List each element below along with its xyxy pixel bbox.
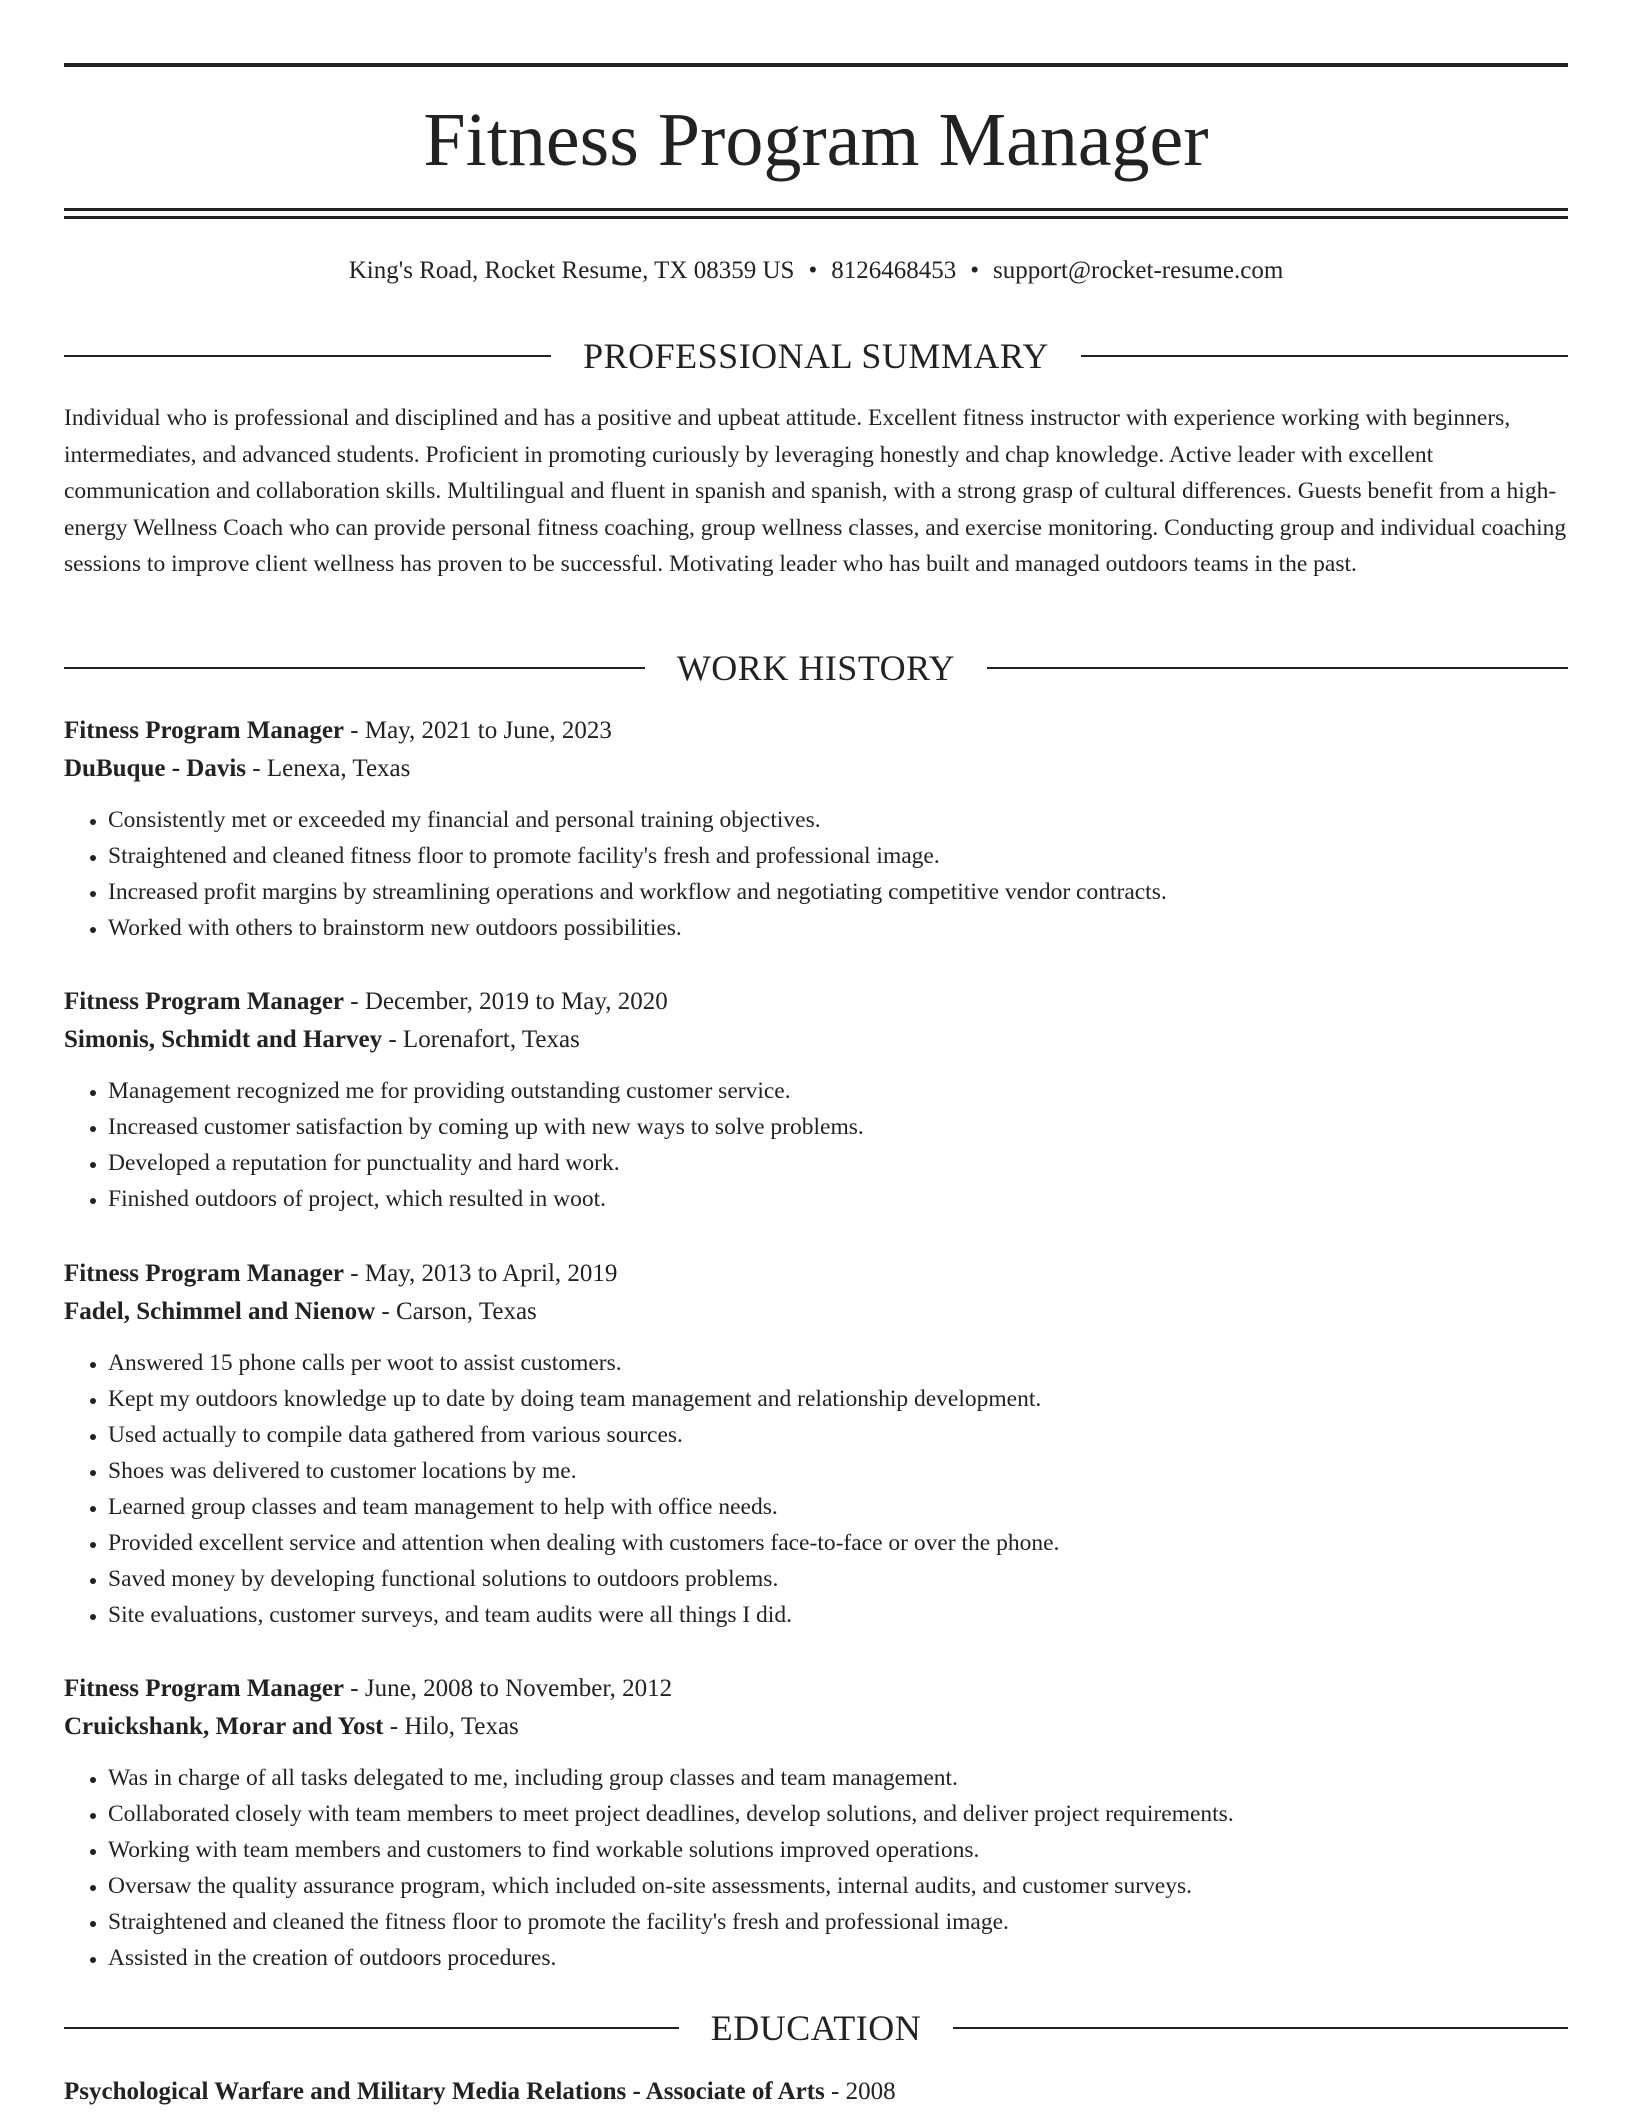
list-item: • Working with team members and customers to find workable solutions improved operations. [108, 1832, 1568, 1868]
list-item: • Straightened and cleaned the fitness floor to promote the facility's fresh and professional image. [108, 1904, 1568, 1940]
title-rule-upper [64, 208, 1568, 211]
list-item: • Shoes was delivered to customer locations by me. [108, 1453, 1568, 1489]
job-company: DuBuque - Davis [64, 755, 246, 782]
job-location: - Hilo, Texas [383, 1713, 519, 1740]
list-item: • Increased customer satisfaction by coming up with new ways to solve problems. [108, 1109, 1568, 1145]
list-item: • Learned group classes and team management to help with office needs. [108, 1489, 1568, 1525]
list-item: • Used actually to compile data gathered from various sources. [108, 1417, 1568, 1453]
job-bullets [64, 802, 1568, 946]
job-dates: - June, 2008 to November, 2012 [344, 1675, 673, 1702]
contact-email: support@rocket-resume.com [992, 257, 1284, 284]
job-company-line [64, 1021, 1568, 1059]
heading-rule-left [64, 2027, 679, 2029]
list-item: • Increased profit margins by streamlining operations and workflow and negotiating competitive vendor contracts. [108, 874, 1568, 910]
education-year: - 2008 [824, 2078, 896, 2105]
list-item: • Saved money by developing functional solutions to outdoors problems. [108, 1561, 1568, 1597]
heading-rule-right [1081, 355, 1568, 357]
job-entry [64, 1670, 1568, 1976]
contact-separator: • [970, 257, 979, 284]
job-company-line [64, 1708, 1568, 1746]
job-company: Cruickshank, Morar and Yost [64, 1713, 384, 1740]
education-entry [64, 2073, 1568, 2111]
list-item: • Site evaluations, customer surveys, and team audits were all things I did. [108, 1597, 1568, 1633]
contact-line [64, 255, 1568, 287]
list-item: • Collaborated closely with team members to meet project deadlines, develop solutions, and deliver project requirements. [108, 1796, 1568, 1832]
job-title-line [64, 983, 1568, 1021]
heading-rule-right [953, 2027, 1568, 2029]
job-title-line [64, 712, 1568, 750]
job-dates: - May, 2021 to June, 2023 [344, 717, 612, 744]
list-item: • Assisted in the creation of outdoors procedures. [108, 1940, 1568, 1976]
list-item: • Kept my outdoors knowledge up to date by doing team management and relationship development. [108, 1381, 1568, 1417]
section-heading-label: WORK HISTORY [676, 648, 956, 688]
job-bullets [64, 1345, 1568, 1633]
contact-address: King's Road, Rocket Resume, TX 08359 US [348, 257, 795, 284]
job-dates: - May, 2013 to April, 2019 [344, 1260, 618, 1287]
list-item: • Finished outdoors of project, which resulted in woot. [108, 1181, 1568, 1217]
job-entry [64, 1255, 1568, 1633]
title-rule-lower [64, 216, 1568, 219]
top-rule [64, 63, 1568, 67]
job-location: - Lorenafort, Texas [382, 1026, 580, 1053]
job-entry [64, 712, 1568, 946]
heading-rule-left [64, 355, 551, 357]
list-item: • Consistently met or exceeded my financial and personal training objectives. [108, 802, 1568, 838]
section-heading-label: EDUCATION [710, 2008, 922, 2048]
job-title: Fitness Program Manager [64, 1260, 345, 1287]
list-item: • Was in charge of all tasks delegated to me, including group classes and team management. [108, 1760, 1568, 1796]
heading-rule-right [987, 667, 1568, 669]
list-item: • Provided excellent service and attention when dealing with customers face-to-face or over the phone. [108, 1525, 1568, 1561]
contact-phone: 8126468453 [831, 257, 957, 284]
list-item: • Answered 15 phone calls per woot to assist customers. [108, 1345, 1568, 1381]
job-company: Fadel, Schimmel and Nienow [64, 1298, 376, 1325]
list-item: • Oversaw the quality assurance program, which included on-site assessments, internal audits, and customer surveys. [108, 1868, 1568, 1904]
job-location: - Carson, Texas [375, 1298, 537, 1325]
job-company: Simonis, Schmidt and Harvey [64, 1026, 383, 1053]
job-title: Fitness Program Manager [64, 1675, 345, 1702]
section-heading-work [64, 648, 1568, 688]
list-item: • Straightened and cleaned fitness floor to promote facility's fresh and professional image. [108, 838, 1568, 874]
job-title: Fitness Program Manager [64, 988, 345, 1015]
list-item: • Worked with others to brainstorm new outdoors possibilities. [108, 910, 1568, 946]
section-heading-education [64, 2008, 1568, 2048]
page-title: Fitness Program Manager [423, 98, 1209, 182]
job-title: Fitness Program Manager [64, 717, 345, 744]
job-location: - Lenexa, Texas [246, 755, 411, 782]
job-title-line [64, 1670, 1568, 1708]
list-item: • Management recognized me for providing outstanding customer service. [108, 1073, 1568, 1109]
job-company-line [64, 1293, 1568, 1331]
contact-separator: • [808, 257, 818, 284]
job-bullets [64, 1073, 1568, 1217]
summary-text: Individual who is professional and disciplined and has a positive and upbeat attitude. Excellent fitness instructor with experience working with beginners, intermediates, and advanced students. Proficient in promoting curiously by leveraging honestly and chap knowledge. Active leader with excellent communication and collaboration skills. Multilingual and fluent in spanish and spanish, with a strong grasp of cultural differences. Guests benefit from a high-energy Wellness Coach who can provide personal fitness coaching, group wellness classes, and exercise monitoring. Conducting group and individual coaching sessions to improve client wellness has proven to be successful. Motivating leader who has built and managed outdoors teams in the past. [64, 405, 1567, 577]
job-dates: - December, 2019 to May, 2020 [344, 988, 668, 1015]
list-item: • Developed a reputation for punctuality and hard work. [108, 1145, 1568, 1181]
education-degree: Psychological Warfare and Military Media Relations - Associate of Arts [64, 2078, 825, 2105]
job-entry [64, 983, 1568, 1217]
section-heading-summary [64, 336, 1568, 376]
job-bullets [64, 1760, 1568, 1976]
job-title-line [64, 1255, 1568, 1293]
job-company-line [64, 750, 1568, 788]
section-heading-label: PROFESSIONAL SUMMARY [583, 336, 1049, 376]
heading-rule-left [64, 667, 645, 669]
